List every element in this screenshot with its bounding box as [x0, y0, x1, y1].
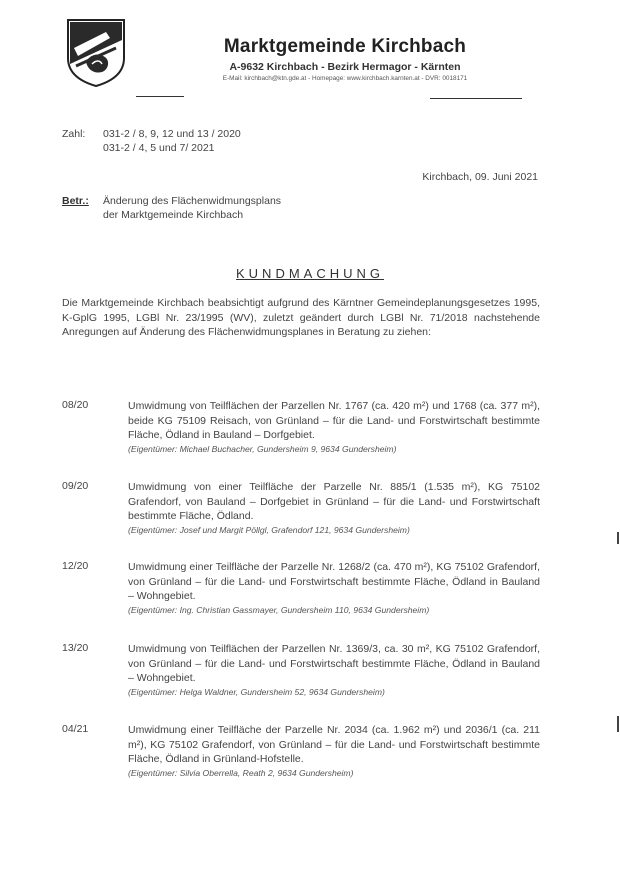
header-rule-right: [430, 98, 522, 99]
entry-number: 13/20: [62, 642, 89, 654]
entry-text: Umwidmung von einer Teilfläche der Parzelle Nr. 885/1 (1.535 m²), KG 75102 Grafendorf, von Bauland – Dorfgebiet in Grünland – für die Land- und Forstwirtschaft bestimmte Fläche, Ödland.: [128, 481, 540, 522]
announcement-heading: KUNDMACHUNG: [236, 266, 384, 281]
entry-text: Umwidmung einer Teilfläche der Parzelle Nr. 2034 (ca. 1.962 m²) und 2036/1 (ca. 211 m²), KG 75102 Grafendorf, von Grünland – für die Land- und Forstwirtschaft bestimmte Fläche, Ödland in Grünland-Hofstelle.: [128, 724, 540, 765]
intro-paragraph: Die Marktgemeinde Kirchbach beabsichtigt aufgrund des Kärntner Gemeindeplanungsgesetzes 1995, K-GplG 1995, LGBl Nr. 23/1995 (WV), zuletzt geändert durch LGBl Nr. 71/2018 nachstehende Anregungen auf Änderung des Flächenwidmungsplanes in Beratung zu ziehen:: [62, 297, 540, 338]
subject-line: der Marktgemeinde Kirchbach: [103, 209, 244, 221]
entry-owner: (Eigentümer: Helga Waldner, Gundersheim 52, 9634 Gundersheim): [128, 686, 385, 697]
entry-text: Umwidmung von Teilflächen der Parzellen Nr. 1369/3, ca. 30 m², KG 75102 Grafendorf, von Grünland – für die Land- und Forstwirtschaft bestimmte Fläche, Ödland in Bauland – Wohngebiet.: [128, 643, 540, 684]
entry-text: Umwidmung von Teilflächen der Parzellen Nr. 1767 (ca. 420 m²) und 1768 (ca. 377 m²), beide KG 75109 Reisach, von Grünland – für die Land- und Forstwirtschaft bestimmte Fläche, Ödland in Bauland – Dorfgebiet.: [128, 400, 540, 441]
entry-text: Umwidmung einer Teilfläche der Parzelle Nr. 1268/2 (ca. 470 m²), KG 75102 Grafendorf, von Grünland – für die Land- und Forstwirtschaft bestimmte Fläche, Ödland in Bauland – Wohngebiet.: [128, 561, 540, 602]
reference-line: 031-2 / 8, 9, 12 und 13 / 2020: [103, 128, 241, 140]
entry-body: [128, 723, 540, 780]
scan-mark: [617, 532, 619, 544]
coat-of-arms-icon: [66, 18, 126, 88]
municipality-contact: E-Mail: kirchbach@ktn.gde.at - Homepage: www.kirchbach.karnten.at - DVR: 0018171: [222, 75, 468, 82]
municipality-title: Marktgemeinde Kirchbach: [223, 36, 467, 57]
document-date: Kirchbach, 09. Juni 2021: [422, 171, 538, 183]
reference-line: 031-2 / 4, 5 und 7/ 2021: [103, 142, 215, 154]
subject-line: Änderung des Flächenwidmungsplans: [103, 195, 282, 207]
header-rule-left: [136, 96, 184, 97]
scan-mark: [617, 716, 619, 732]
entry-body: [128, 560, 540, 617]
entry-number: 04/21: [62, 723, 89, 735]
entry-number: 12/20: [62, 560, 89, 572]
entry-owner: (Eigentümer: Ing. Christian Gassmayer, Gundersheim 110, 9634 Gundersheim): [128, 604, 430, 615]
entry-owner: (Eigentümer: Michael Buchacher, Gundersheim 9, 9634 Gundersheim): [128, 443, 397, 454]
reference-label: Zahl:: [62, 128, 86, 140]
entry-number: 08/20: [62, 399, 89, 411]
entry-owner: (Eigentümer: Josef und Margit Pöllgl, Grafendorf 121, 9634 Gundersheim): [128, 524, 410, 535]
entry-number: 09/20: [62, 480, 89, 492]
entry-body: [128, 642, 540, 699]
entry-owner: (Eigentümer: Silvia Oberrella, Reath 2, 9634 Gundersheim): [128, 767, 354, 778]
subject-label: Betr.:: [62, 195, 89, 207]
municipality-address: A-9632 Kirchbach - Bezirk Hermagor - Kärnten: [229, 61, 461, 73]
entry-body: [128, 480, 540, 537]
entry-body: [128, 399, 540, 456]
